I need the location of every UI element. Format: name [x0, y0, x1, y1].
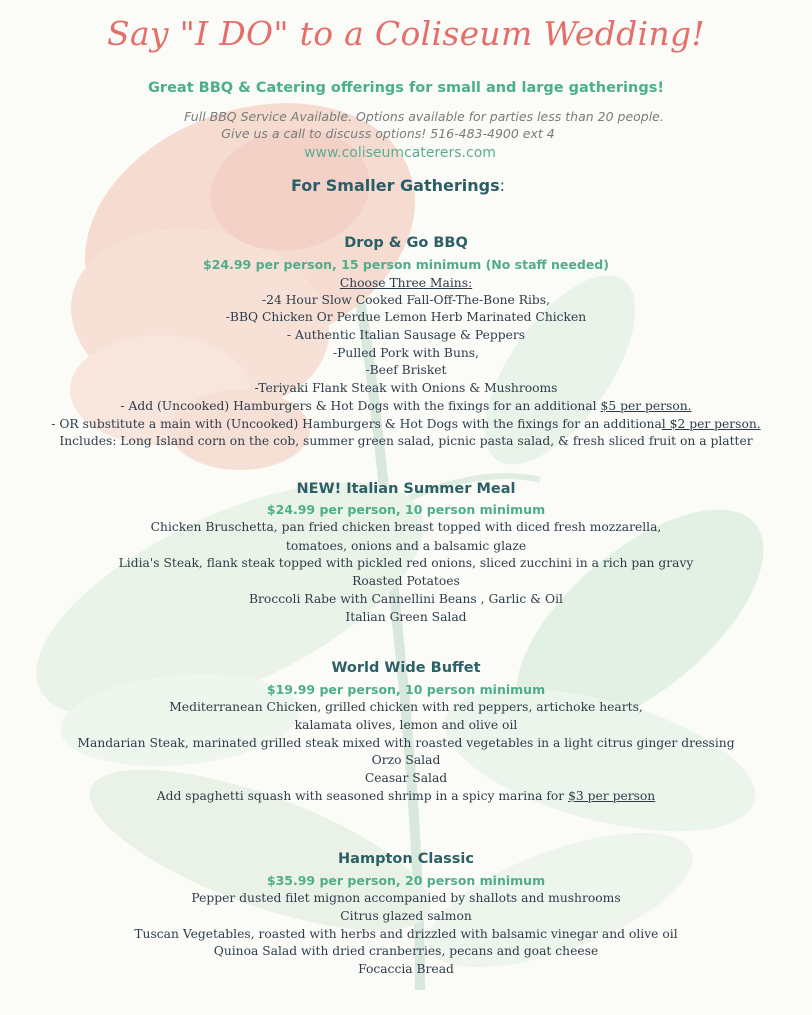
subtitle: Great BBQ & Catering offerings for small and large gatherings! — [148, 80, 664, 96]
menu-item: Broccoli Rabe with Cannellini Beans , Garlic & Oil — [249, 592, 563, 606]
world-title: World Wide Buffet — [331, 660, 481, 676]
menu-item: Focaccia Bread — [358, 962, 454, 976]
addon-price: $3 per person — [568, 789, 656, 803]
italian-price: $24.99 per person, 10 person minimum — [266, 502, 546, 517]
menu-item: -BBQ Chicken Or Perdue Lemon Herb Marinated Chicken — [225, 310, 587, 324]
addon-text: - Add (Uncooked) Hamburgers & Hot Dogs with the fixings for an additional — [120, 399, 601, 413]
page-title: Say "I DO" to a Coliseum Wedding! — [107, 14, 705, 53]
world-price: $19.99 per person, 10 person minimum — [266, 682, 546, 697]
menu-item: -Teriyaki Flank Steak with Onions & Mushrooms — [254, 381, 558, 395]
italian-title: NEW! Italian Summer Meal — [296, 481, 516, 497]
phone-note: Give us a call to discuss options! 516-483-4900 ext 4 — [221, 126, 555, 141]
drop-go-title: Drop & Go BBQ — [344, 235, 468, 251]
menu-item: -Pulled Pork with Buns, — [332, 346, 479, 360]
addon-substitute — [0, 415, 812, 433]
section-heading — [0, 176, 804, 195]
addon-shrimp — [0, 787, 812, 805]
menu-item: Italian Green Salad — [345, 610, 467, 624]
addon-price: $5 per person. — [600, 399, 692, 413]
menu-item: Roasted Potatoes — [352, 574, 460, 588]
addon-text: - OR substitute a main with (Uncooked) Hamburgers & Hot Dogs with the fixings for an additiona — [51, 417, 662, 431]
menu-item: -Beef Brisket — [365, 363, 447, 377]
service-note: Full BBQ Service Available. Options available for parties less than 20 people. — [184, 109, 664, 124]
hampton-title: Hampton Classic — [338, 851, 474, 867]
menu-item: Ceasar Salad — [364, 771, 448, 785]
menu-item: Lidia's Steak, flank steak topped with pickled red onions, sliced zucchini in a rich pan gravy — [118, 556, 694, 570]
section-heading-text: For Smaller Gatherings — [291, 176, 500, 195]
section-heading-colon: : — [499, 176, 505, 195]
menu-item: Pepper dusted filet mignon accompanied by shallots and mushrooms — [191, 891, 621, 905]
menu-item: - Authentic Italian Sausage & Peppers — [286, 328, 526, 342]
menu-item: -24 Hour Slow Cooked Fall-Off-The-Bone Ribs, — [262, 293, 550, 307]
drop-go-price: $24.99 per person, 15 person minimum (No staff needed) — [203, 257, 609, 272]
menu-item: Chicken Bruschetta, pan fried chicken breast topped with diced fresh mozzarella, — [150, 520, 662, 534]
addon-text: Add spaghetti squash with seasoned shrimp in a spicy marina for — [156, 789, 569, 803]
addon-hamburgers — [0, 397, 812, 415]
menu-item: Tuscan Vegetables, roasted with herbs and drizzled with balsamic vinegar and olive oil — [134, 927, 678, 941]
includes-line: Includes: Long Island corn on the cob, summer green salad, picnic pasta salad, & fresh sliced fruit on a platter — [59, 434, 753, 448]
addon-price: l $2 per person. — [661, 417, 761, 431]
menu-item: Orzo Salad — [371, 753, 441, 767]
hampton-price: $35.99 per person, 20 person minimum — [266, 873, 546, 888]
menu-item: Mediterranean Chicken, grilled chicken with red peppers, artichoke hearts, — [169, 700, 643, 714]
menu-item: tomatoes, onions and a balsamic glaze — [285, 539, 527, 553]
website-link[interactable]: www.coliseumcaterers.com — [304, 145, 496, 161]
menu-item: kalamata olives, lemon and olive oil — [294, 718, 518, 732]
menu-item: Quinoa Salad with dried cranberries, pecans and goat cheese — [213, 944, 599, 958]
choose-mains-label: Choose Three Mains: — [339, 276, 473, 290]
menu-item: Citrus glazed salmon — [340, 909, 472, 923]
menu-item: Mandarian Steak, marinated grilled steak mixed with roasted vegetables in a light citrus ginger dressing — [77, 736, 735, 750]
